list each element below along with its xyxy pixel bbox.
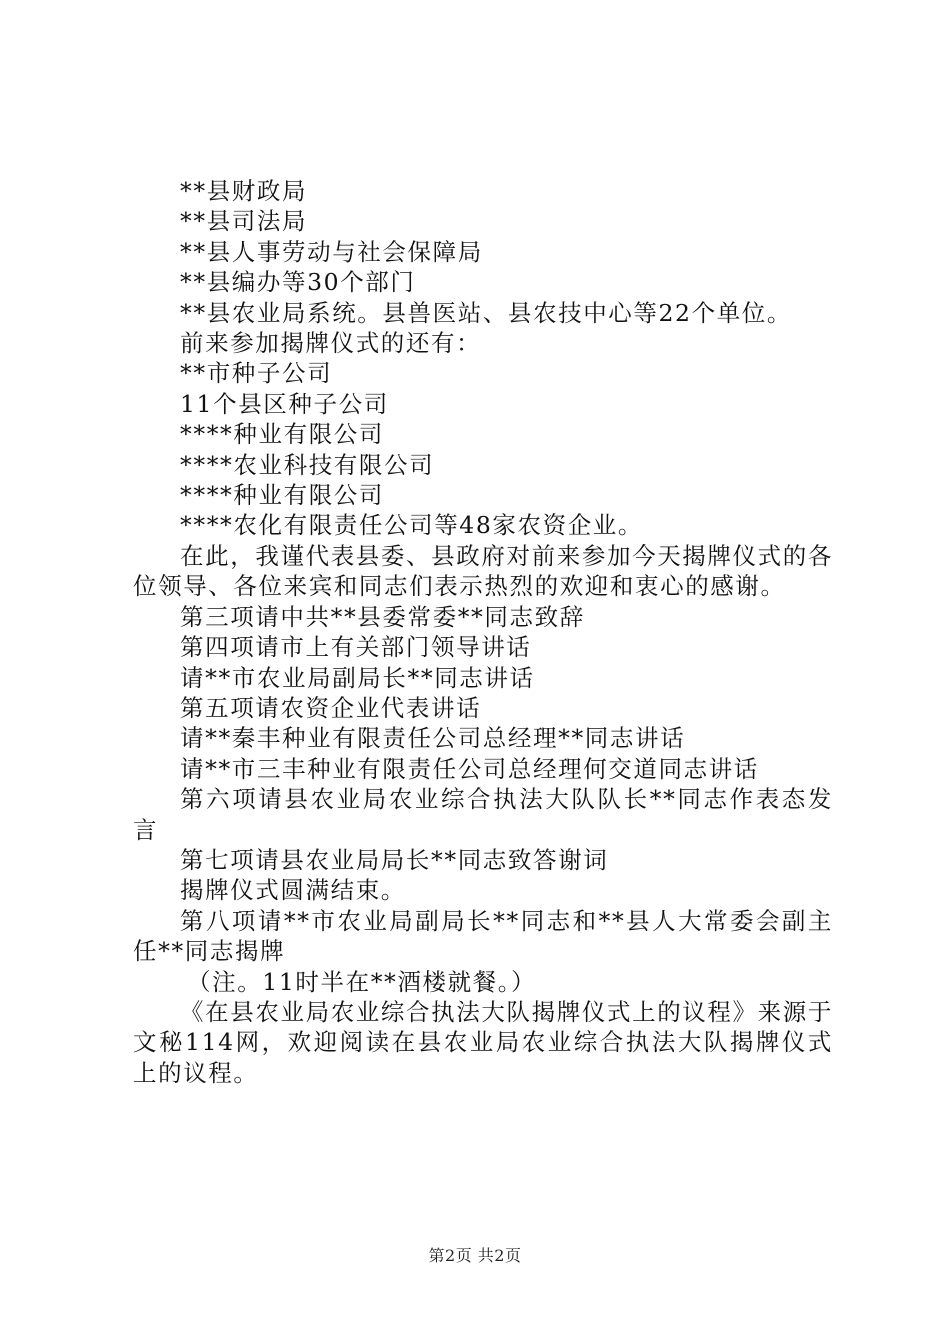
text-line: ****农化有限责任公司等48家农资企业。 [180,511,644,540]
text-line: 第五项请农资企业代表讲话 [180,693,482,722]
text-line: 前来参加揭牌仪式的还有： [180,329,482,358]
document-body [133,176,833,1088]
text-line: 第三项请中共**县委常委**同志致辞 [180,602,585,631]
note-line: （注。11时半在**酒楼就餐。） [187,967,537,996]
source-paragraph: 《在县农业局农业综合执法大队揭牌仪式上的议程》来源于文秘114网，欢迎阅读在县农业局农业综合执法大队揭牌仪式上的议程。 [133,997,833,1087]
agenda-item-six: 第六项请县农业局农业综合执法大队队长**同志作表态发言 [133,785,833,844]
text-line: **县编办等30个部门 [180,268,416,297]
text-line: 揭牌仪式圆满结束。 [180,876,406,905]
welcome-paragraph: 在此，我谨代表县委、县政府对前来参加今天揭牌仪式的各位领导、各位来宾和同志们表示热烈的欢迎和衷心的感谢。 [133,541,833,601]
text-line: 第七项请县农业局局长**同志致答谢词 [180,845,609,874]
agenda-item-eight: 第八项请**市农业局副局长**同志和**县人大常委会副主任**同志揭牌 [133,906,833,966]
text-line: **县财政局 [180,177,308,205]
text-line: ****农业科技有限公司 [180,450,435,479]
text-line: 请**秦丰种业有限责任公司总经理**同志讲话 [180,724,686,753]
page-footer: 第2页 共2页 [428,1246,522,1265]
text-line: **县农业局系统。县兽医站、县农技中心等22个单位。 [180,298,793,327]
text-line: **县司法局 [180,207,308,236]
text-line: 请**市三丰种业有限责任公司总经理何交道同志讲话 [180,754,759,783]
text-line: **市种子公司 [180,359,333,388]
text-line: 第四项请市上有关部门领导讲话 [180,633,532,662]
text-line: ****种业有限公司 [180,481,384,510]
text-line: 请**市农业局副局长**同志讲话 [180,663,535,692]
text-line: 11个县区种子公司 [180,389,389,418]
text-line: **县人事劳动与社会保障局 [180,237,483,266]
text-line: ****种业有限公司 [180,420,384,449]
